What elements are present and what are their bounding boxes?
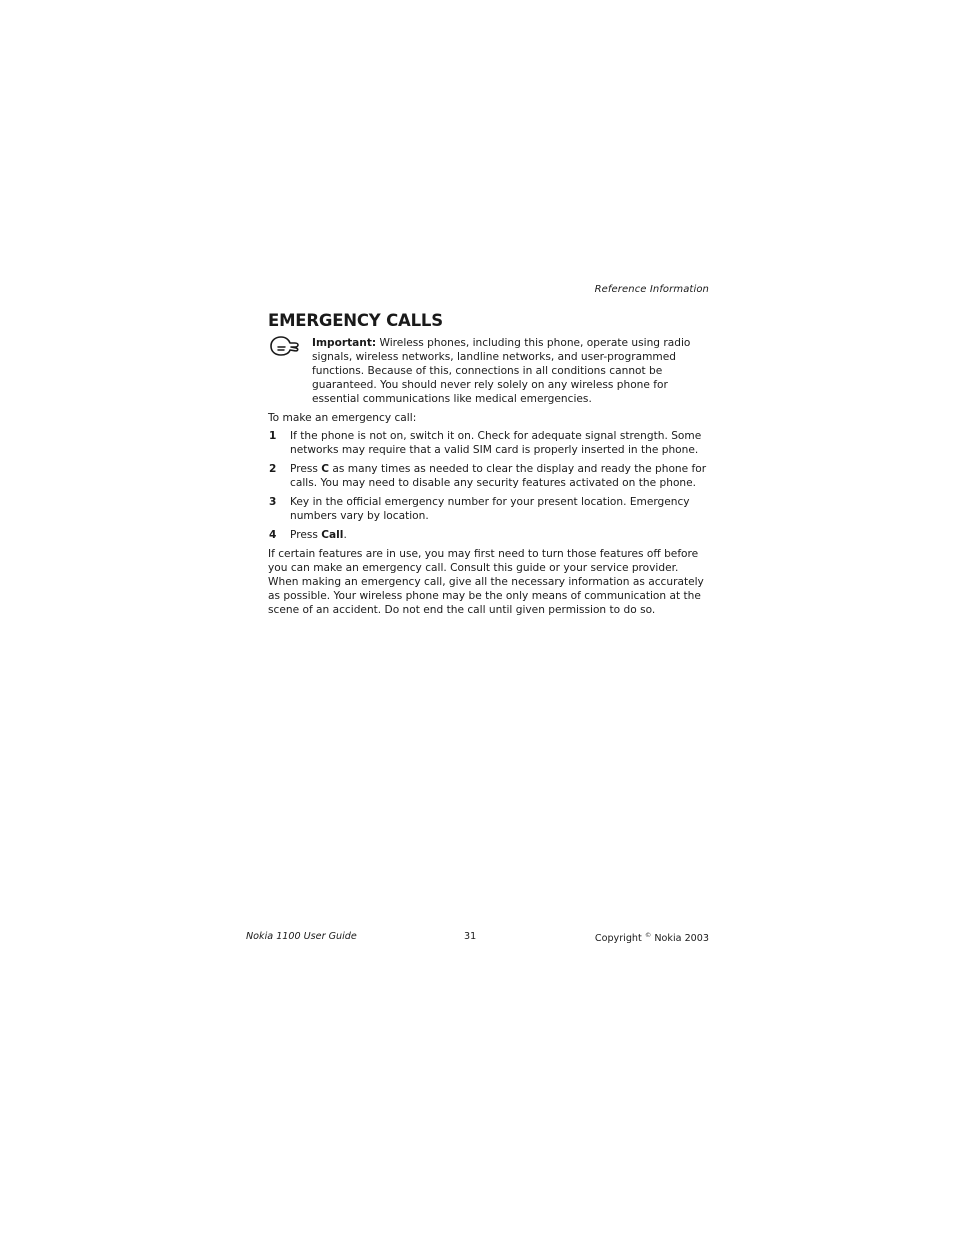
copyright-symbol: ©	[644, 931, 652, 939]
important-note	[268, 336, 710, 406]
step-4	[268, 528, 710, 542]
step-text: Key in the official emergency number for your present location. Emergency numbers vary by location.	[290, 496, 690, 522]
step-text-after: .	[343, 529, 347, 541]
step-number: 4	[269, 529, 277, 541]
key-c: C	[321, 463, 330, 475]
step-number: 2	[269, 463, 277, 475]
key-call: Call	[321, 529, 344, 541]
important-body: Wireless phones, including this phone, operate using radio signals, wireless networks, landline networks, and user-programmed functions. Because of this, connections in all conditions cannot be guaranteed. You should never rely solely on any wireless phone for essential communications like medical emergencies.	[312, 337, 691, 405]
steps-list	[268, 429, 710, 542]
closing-paragraph: If certain features are in use, you may first need to turn those features off before you can make an emergency call. Consult this guide or your service provider. When making an emergency call, give all the necessary information as accurately as possible. Your wireless phone may be the only means of communication at the scene of an accident. Do not end the call until given permission to do so.	[268, 548, 704, 616]
important-hand-icon	[268, 336, 302, 356]
page-footer	[246, 931, 709, 945]
copyright-suffix: Nokia 2003	[651, 933, 709, 945]
footer-copyright	[595, 931, 709, 944]
step-number: 1	[269, 430, 277, 442]
steps-intro: To make an emergency call:	[268, 412, 417, 424]
important-note-text	[312, 336, 710, 406]
step-text: If the phone is not on, switch it on. Check for adequate signal strength. Some networks may require that a valid SIM card is properly inserted in the phone.	[290, 430, 702, 456]
running-header: Reference Information	[594, 284, 709, 295]
copyright-prefix: Copyright	[594, 933, 645, 945]
important-label: Important:	[312, 337, 377, 349]
step-text-after: as many times as needed to clear the display and ready the phone for calls. You may need to disable any security features activated on the phone.	[290, 463, 707, 489]
step-1	[268, 429, 710, 457]
step-text-before: Press	[290, 529, 322, 541]
section-title: EMERGENCY CALLS	[268, 311, 443, 330]
step-text-before: Press	[290, 463, 322, 475]
page-content	[268, 310, 710, 617]
footer-guide-title: Nokia 1100 User Guide	[246, 931, 357, 942]
step-3	[268, 495, 710, 523]
page-number: 31	[464, 931, 477, 942]
step-number: 3	[269, 496, 277, 508]
step-2	[268, 462, 710, 490]
